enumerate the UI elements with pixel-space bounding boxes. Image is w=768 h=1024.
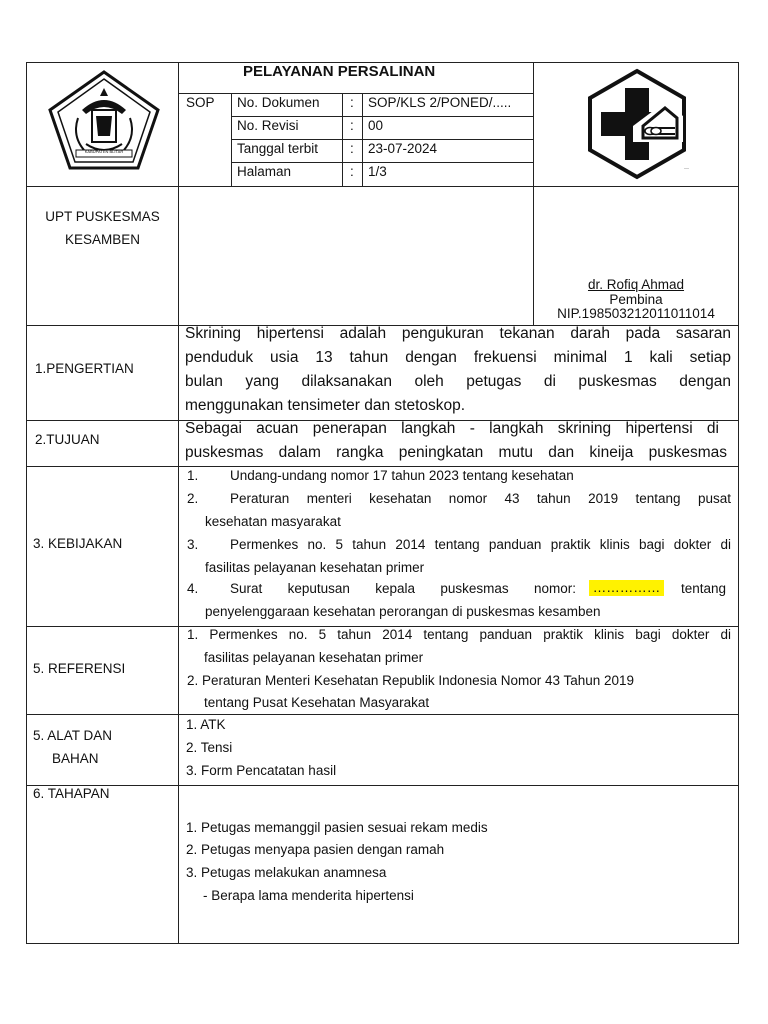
pengertian-line-1: Skrining hipertensi adalah pengukuran tekanan darah pada sasaran [185,325,731,342]
pengertian-line-2: penduduk usia 13 tahun dengan frekuensi minimal 1 kali setiap [185,349,731,366]
tahapan-label: 6. TAHAPAN [33,786,110,801]
page-value: 1/3 [368,164,387,179]
kebijakan-item-4-num: 4. [187,581,199,596]
referensi-item-1-cont: fasilitas pelayanan kesehatan primer [204,650,424,665]
pengertian-line-4: menggunakan tensimeter dan stetoskop. [185,397,466,414]
issue-date-label: Tanggal terbit [237,141,319,156]
kebijakan-item-3-cont: fasilitas pelayanan kesehatan primer [205,560,425,575]
issue-date-value: 23-07-2024 [368,141,438,156]
referensi-item-2-cont: tentang Pusat Kesehatan Masyarakat [204,695,430,710]
kebijakan-item-3: Permenkes no. 5 tahun 2014 tentang panduan praktik klinis bagi dokter di [230,537,731,552]
kebijakan-item-4: Surat keputusan kepala puskesmas nomor: [230,581,576,596]
alat-item-1: 1. ATK [186,717,226,732]
signer-rank: Pembina [609,292,663,307]
org-name-line1: UPT PUSKESMAS [45,209,160,224]
alat-label-line1: 5. ALAT DAN [33,728,113,743]
issue-date-sep: : [350,141,354,156]
decree-number-placeholder: …………… [589,580,664,596]
signer-name: dr. Rofiq Ahmad [587,277,685,292]
tahapan-subitem-1: - Berapa lama menderita hipertensi [203,888,414,903]
tahapan-item-1: 1. Petugas memanggil pasien sesuai rekam medis [186,820,488,835]
revision-label: No. Revisi [237,118,299,133]
pengertian-label: 1.PENGERTIAN [35,361,134,376]
referensi-label: 5. REFERENSI [33,661,126,676]
kebijakan-label: 3. KEBIJAKAN [33,536,123,551]
kebijakan-item-1: Undang-undang nomor 17 tahun 2023 tentang kesehatan [230,468,574,483]
kebijakan-item-1-num: 1. [187,468,199,483]
page-sep: : [350,164,354,179]
tahapan-item-2: 2. Petugas menyapa pasien dengan ramah [186,842,445,857]
puskesmas-logo [585,68,689,180]
kebijakan-item-2: Peraturan menteri kesehatan nomor 43 tahun 2019 tentang pusat [230,491,731,506]
revision-sep: : [350,118,354,133]
alat-label-line2: BAHAN [52,751,99,766]
tujuan-label: 2.TUJUAN [35,432,100,447]
org-name-line2: KESAMBEN [64,232,141,247]
kebijakan-item-4-tentang: tentang [681,581,727,596]
alat-item-2: 2. Tensi [186,740,233,755]
kebijakan-item-4-cont: penyelenggaraan kesehatan perorangan di puskesmas kesamben [205,604,601,619]
referensi-item-1: 1. Permenkes no. 5 tahun 2014 tentang panduan praktik klinis bagi dokter di [187,627,731,642]
logo-caption: KABUPATEN BLITAR [84,149,124,154]
tujuan-line-2: puskesmas dalam rangka peningkatan mutu dan kineija puskesmas [185,444,727,461]
doc-number-value: SOP/KLS 2/PONED/..... [368,95,512,110]
revision-value: 00 [368,118,384,133]
tujuan-line-1: Sebagai acuan penerapan langkah - langkah skrining hipertensi di [185,420,719,437]
page-label: Halaman [237,164,292,179]
doc-number-label: No. Dokumen [237,95,320,110]
referensi-item-2: 2. Peraturan Menteri Kesehatan Republik Indonesia Nomor 43 Tahun 2019 [187,673,635,688]
logo-mark: — [684,166,689,172]
district-logo [48,70,160,170]
tahapan-item-3: 3. Petugas melakukan anamnesa [186,865,387,880]
sop-label: SOP [186,95,215,110]
alat-item-3: 3. Form Pencatatan hasil [186,763,337,778]
signer-nip: NIP.198503212011011014 [557,306,715,321]
doc-number-sep: : [350,95,354,110]
kebijakan-item-3-num: 3. [187,537,199,552]
pengertian-line-3: bulan yang dilaksanakan oleh petugas di puskesmas dengan [185,373,731,390]
page-title: PELAYANAN PERSALINAN [243,63,436,80]
kebijakan-item-2-cont: kesehatan masyarakat [205,514,341,529]
kebijakan-item-2-num: 2. [187,491,199,506]
